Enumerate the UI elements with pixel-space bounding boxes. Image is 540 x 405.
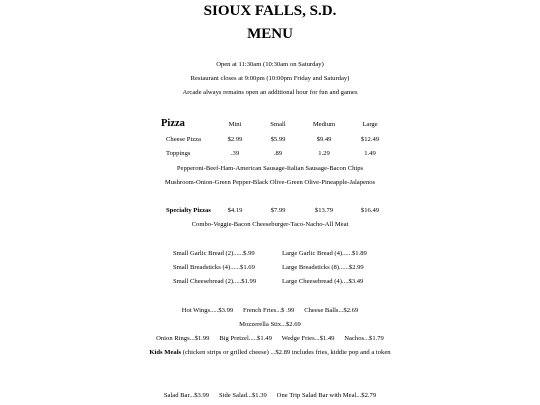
price-cell: $5.99 [270,136,286,143]
price-cell: $7.99 [270,207,286,214]
menu-heading: MENU [247,26,293,42]
bread-item: Small Garlic Bread (2)......$.99 [173,250,255,257]
price-cell: .39 [230,150,240,157]
bread-item: Large Cheesebread (4)....$3.49 [282,278,364,285]
size-header: Mini [228,121,242,128]
price-cell: $16.49 [360,207,380,214]
pizza-heading: Pizza [161,118,185,129]
price-cell: .89 [273,150,283,157]
row-label: Cheese Pizza [166,136,201,143]
sides-line: Hot Wings.....$3.99 French Fries...$ .99 Cheese Balls...$2.69 [181,307,359,314]
hours-line: Arcade always remains open an additional hour for fun and games [182,89,358,96]
size-header: Small [270,121,286,128]
price-cell: $13.79 [314,207,334,214]
specialty-label: Specialty Pizzas [166,207,211,214]
price-cell: 1.49 [364,150,376,157]
size-header: Large [362,121,378,128]
price-cell: $12.49 [360,136,380,143]
hours-line: Restaurant closes at 9:00pm (10:00pm Friday and Saturday) [190,75,350,82]
kids-meals-line [0,349,540,356]
price-cell: 1.29 [318,150,330,157]
kids-meals-text: (chicken strips or grilled cheese) ...$2.89 includes fries, kiddie pop and a token [181,349,391,356]
salad-line: Salad Bar...$3.99 Side Salad...$1.39 One Trip Salad Bar with Meal...$2.79 [163,392,377,399]
price-cell: $2.99 [227,136,243,143]
price-cell: $4.19 [227,207,243,214]
toppings-list: Mushroom-Onion-Green Pepper-Black Olive-Green Olive-Pineapple-Jalapenos [164,179,376,186]
size-header: Medium [312,121,336,128]
row-label: Toppings [166,150,191,157]
kids-meals-label: Kids Meals [149,349,182,356]
price-cell: $9.49 [316,136,332,143]
bread-item: Small Breadsticks (4)......$1.69 [173,264,255,271]
hours-line: Open at 11:30am (10:30am on Saturday) [216,61,324,68]
bread-item: Large Breadsticks (8)......$2.99 [282,264,364,271]
sides-line: Onion Rings...$1.99 Big Pretzel.....$1.49 Wedge Fries...$1.49 Nachos...$1.79 [156,335,384,342]
bread-item: Small Cheesebread (2).....$1.99 [173,278,257,285]
bread-item: Large Garlic Bread (4)......$1.89 [282,250,367,257]
toppings-list: Pepperoni-Beef-Ham-American Sausage-Italian Sausage-Bacon Chips [176,165,364,172]
page-title: SIOUX FALLS, S.D. [203,3,337,19]
sides-line: Mozzerella Stix...$2.69 [239,321,301,328]
specialty-varieties: Combo-Veggie-Bacon Cheeseburger-Taco-Nacho-All Meat [191,221,349,228]
